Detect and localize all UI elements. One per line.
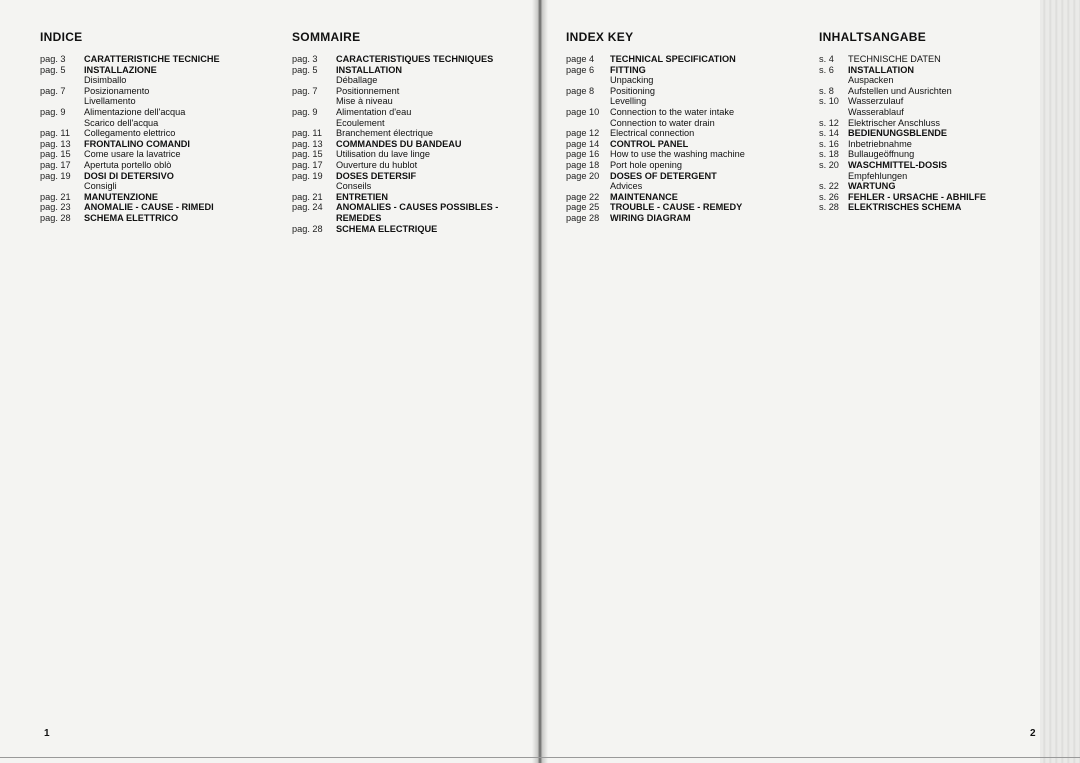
toc-page-ref: pag. 5 (40, 64, 66, 75)
toc-page-ref (819, 75, 848, 86)
toc-entry-title: Consigli (84, 181, 117, 192)
toc-entry (292, 139, 498, 150)
toc-entry (819, 86, 986, 97)
page-edge-stack (1040, 0, 1080, 763)
toc-entry-title: Alimentation d'eau (336, 106, 412, 117)
toc-entry-title: INSTALLAZIONE (84, 64, 157, 75)
toc-entry-title: DOSI DI DETERSIVO (84, 170, 174, 181)
toc-entry-title: WASCHMITTEL-DOSIS (848, 159, 948, 170)
toc-entry (40, 118, 220, 129)
toc-page-ref: page 12 (566, 128, 600, 139)
toc-page-ref (292, 213, 336, 224)
toc-page-ref: pag. 28 (292, 223, 323, 234)
toc-entry-title: Positioning (610, 85, 655, 96)
toc-page-ref: s. 18 (819, 149, 839, 160)
toc-page-ref: pag. 5 (292, 64, 318, 75)
toc-page-ref: page 14 (566, 138, 600, 149)
toc-page-ref: pag. 24 (292, 202, 323, 213)
toc-entry (819, 96, 986, 107)
toc-entry (40, 171, 220, 182)
toc-entry-title: Levelling (610, 96, 647, 107)
toc-entry (40, 192, 220, 203)
toc-entry (40, 54, 220, 65)
toc-page-ref (566, 181, 610, 192)
toc-entry-title: Ecoulement (336, 117, 385, 128)
book-gutter (532, 0, 548, 763)
toc-entry-title: ANOMALIES - CAUSES POSSIBLES - (336, 202, 499, 213)
toc-page-ref: pag. 15 (292, 149, 323, 160)
toc-page-ref: pag. 3 (292, 54, 318, 64)
column-heading: INDEX KEY (566, 30, 634, 44)
toc-entry-title: MAINTENANCE (610, 191, 678, 202)
toc-page-ref: s. 22 (819, 181, 839, 192)
toc-entry-title: COMMANDES DU BANDEAU (336, 138, 462, 149)
toc-entry (292, 202, 498, 213)
toc-page-ref: s. 4 (819, 54, 834, 64)
toc-entry (566, 128, 745, 139)
toc-page-ref: page 20 (566, 170, 600, 181)
toc-entry (292, 75, 498, 86)
toc-entry (292, 160, 498, 171)
toc-page-ref: pag. 21 (40, 191, 71, 202)
toc-page-ref (40, 118, 84, 129)
toc-page-ref: pag. 19 (40, 170, 71, 181)
toc-page-ref: s. 6 (819, 64, 834, 75)
toc-page-ref: page 16 (566, 149, 600, 160)
toc-entry-title: Mise à niveau (336, 96, 393, 107)
toc-entry-title: TECHNICAL SPECIFICATION (610, 54, 736, 64)
toc-entry (566, 139, 745, 150)
toc-entry-title: DOSES OF DETERGENT (610, 170, 717, 181)
index-column-english (566, 30, 745, 224)
toc-entry-title: Alimentazione dell'acqua (84, 106, 186, 117)
toc-entry (292, 86, 498, 97)
toc-page-ref: pag. 28 (40, 212, 71, 223)
toc-page-ref: pag. 19 (292, 170, 323, 181)
toc-entry (566, 75, 745, 86)
toc-entry (566, 54, 745, 65)
toc-entry-title: INSTALLATION (336, 64, 403, 75)
toc-entry (40, 107, 220, 118)
toc-entry (292, 224, 498, 235)
index-column-german (819, 30, 986, 213)
toc-page-ref: s. 16 (819, 138, 839, 149)
toc-entry-title: CARATTERISTICHE TECNICHE (84, 54, 220, 64)
toc-entry-title: Unpacking (610, 75, 654, 86)
toc-entry (819, 107, 986, 118)
toc-entry-title: Wasserzulauf (848, 96, 904, 107)
toc-page-ref: page 28 (566, 212, 600, 223)
toc-page-ref (40, 75, 84, 86)
toc-entry-title: TECHNISCHE DATEN (848, 54, 941, 64)
toc-entry (292, 107, 498, 118)
toc-entry (40, 160, 220, 171)
toc-page-ref: pag. 13 (292, 138, 323, 149)
toc-page-ref: page 10 (566, 106, 600, 117)
toc-entry-title: Disimballo (84, 75, 127, 86)
toc-entry (819, 54, 986, 65)
toc-page-ref (292, 96, 336, 107)
toc-entry (566, 96, 745, 107)
toc-entry (40, 75, 220, 86)
toc-entry-title: Advices (610, 181, 643, 192)
toc-entry (819, 192, 986, 203)
toc-entry-title: SCHEMA ELETTRICO (84, 212, 179, 223)
toc-entry-title: Electrical connection (610, 128, 695, 139)
toc-entry (819, 149, 986, 160)
toc-entry-title: Livellamento (84, 96, 136, 107)
toc-page-ref: pag. 17 (292, 159, 323, 170)
toc-entry-title: WIRING DIAGRAM (610, 212, 691, 223)
toc-entry-title: Collegamento elettrico (84, 128, 176, 139)
toc-entry (566, 107, 745, 118)
toc-page-ref (40, 96, 84, 107)
toc-entry-title: Ouverture du hublot (336, 159, 418, 170)
toc-entry (819, 118, 986, 129)
toc-entry (40, 139, 220, 150)
toc-page-ref (566, 75, 610, 86)
toc-entry (819, 160, 986, 171)
toc-entry (40, 86, 220, 97)
toc-entry-title: FEHLER - URSACHE - ABHILFE (848, 191, 986, 202)
toc-entry-title: CARACTERISTIQUES TECHNIQUES (336, 54, 494, 64)
toc-entry-title: Port hole opening (610, 159, 683, 170)
toc-entry-title: Empfehlungen (848, 170, 908, 181)
toc-entry-title: ANOMALIE - CAUSE - RIMEDI (84, 202, 214, 213)
toc-page-ref: page 25 (566, 202, 600, 213)
toc-page-ref: pag. 7 (40, 85, 66, 96)
toc-page-ref: s. 28 (819, 202, 839, 213)
toc-entry (819, 128, 986, 139)
toc-entry-title: FITTING (610, 64, 646, 75)
toc-list (566, 54, 745, 224)
toc-entry (566, 181, 745, 192)
column-heading: SOMMAIRE (292, 30, 361, 44)
toc-entry-title: Positionnement (336, 85, 400, 96)
toc-entry-title: Apertuta portello oblò (84, 159, 172, 170)
toc-entry (819, 181, 986, 192)
toc-entry (566, 160, 745, 171)
toc-entry (566, 86, 745, 97)
toc-page-ref: pag. 3 (40, 54, 66, 64)
toc-entry-title: TROUBLE - CAUSE - REMEDY (610, 202, 743, 213)
toc-entry-title: Scarico dell'acqua (84, 117, 159, 128)
toc-page-ref (566, 96, 610, 107)
toc-page-ref: s. 14 (819, 128, 839, 139)
toc-page-ref: pag. 21 (292, 191, 323, 202)
toc-entry (292, 96, 498, 107)
bottom-edge (0, 757, 1080, 758)
toc-entry (819, 139, 986, 150)
toc-entry-title: Wasserablauf (848, 106, 904, 117)
toc-list (819, 54, 986, 213)
toc-entry-title: ELEKTRISCHES SCHEMA (848, 202, 962, 213)
toc-page-ref: pag. 13 (40, 138, 71, 149)
toc-page-ref: pag. 9 (292, 106, 318, 117)
toc-page-ref: pag. 7 (292, 85, 318, 96)
toc-entry-title: MANUTENZIONE (84, 191, 159, 202)
toc-entry (292, 149, 498, 160)
toc-entry-title: Branchement électrique (336, 128, 434, 139)
toc-page-ref: page 22 (566, 191, 600, 202)
toc-entry-title: ENTRETIEN (336, 191, 389, 202)
toc-page-ref: pag. 9 (40, 106, 66, 117)
toc-entry-title: INSTALLATION (848, 64, 915, 75)
toc-entry (566, 213, 745, 224)
toc-page-ref: s. 20 (819, 159, 839, 170)
toc-entry (40, 202, 220, 213)
toc-entry-title: Bullaugeöffnung (848, 149, 915, 160)
toc-entry-title: DOSES DETERSIF (336, 170, 417, 181)
index-column-italian (40, 30, 220, 224)
toc-entry-title: Déballage (336, 75, 378, 86)
toc-page-ref (292, 181, 336, 192)
toc-entry-title: Conseils (336, 181, 372, 192)
toc-page-ref (819, 107, 848, 118)
toc-entry (566, 202, 745, 213)
toc-entry (292, 181, 498, 192)
toc-entry-title: Inbetriebnahme (848, 138, 912, 149)
toc-entry (40, 96, 220, 107)
toc-page-ref (566, 118, 610, 129)
toc-list (40, 54, 220, 224)
toc-entry-title: FRONTALINO COMANDI (84, 138, 190, 149)
toc-page-ref: s. 26 (819, 191, 839, 202)
toc-page-ref: s. 8 (819, 85, 834, 96)
toc-entry (566, 65, 745, 76)
toc-list (292, 54, 498, 234)
toc-entry-title: Aufstellen und Ausrichten (848, 85, 952, 96)
toc-entry (40, 149, 220, 160)
toc-page-ref: page 6 (566, 64, 595, 75)
toc-entry (292, 65, 498, 76)
toc-entry-title: BEDIENUNGSBLENDE (848, 128, 948, 139)
toc-entry-title: Auspacken (848, 75, 894, 86)
toc-page-ref: s. 10 (819, 96, 839, 107)
toc-page-ref: page 8 (566, 85, 595, 96)
page-number-right: 2 (1030, 728, 1036, 739)
toc-page-ref: pag. 23 (40, 202, 71, 213)
toc-page-ref: page 4 (566, 54, 595, 64)
toc-entry-title: How to use the washing machine (610, 149, 745, 160)
toc-entry-title: CONTROL PANEL (610, 138, 689, 149)
toc-entry-title: Posizionamento (84, 85, 150, 96)
toc-entry-title: SCHEMA ELECTRIQUE (336, 223, 438, 234)
toc-entry (292, 54, 498, 65)
toc-page-ref: s. 12 (819, 117, 839, 128)
column-heading: INDICE (40, 30, 83, 44)
toc-entry (292, 128, 498, 139)
toc-page-ref (40, 181, 84, 192)
toc-entry (292, 213, 498, 224)
toc-entry (292, 118, 498, 129)
toc-entry (819, 75, 986, 86)
toc-page-ref (292, 118, 336, 129)
toc-entry-title: Utilisation du lave linge (336, 149, 430, 160)
column-heading: INHALTSANGABE (819, 30, 927, 44)
toc-page-ref: pag. 15 (40, 149, 71, 160)
toc-entry (40, 65, 220, 76)
toc-entry (819, 65, 986, 76)
toc-page-ref: page 18 (566, 159, 600, 170)
toc-entry (566, 118, 745, 129)
toc-page-ref: pag. 11 (292, 128, 322, 139)
toc-entry (292, 171, 498, 182)
toc-entry (566, 149, 745, 160)
toc-entry (819, 171, 986, 182)
toc-entry-title: WARTUNG (848, 181, 896, 192)
toc-entry (40, 213, 220, 224)
toc-page-ref (819, 171, 848, 182)
index-column-french (292, 30, 498, 234)
toc-entry (566, 192, 745, 203)
toc-entry (40, 128, 220, 139)
toc-entry-title: Connection to water drain (610, 117, 715, 128)
page-number-left: 1 (44, 728, 50, 739)
toc-entry-title: Connection to the water intake (610, 106, 735, 117)
toc-page-ref: pag. 17 (40, 159, 71, 170)
toc-entry-title: Come usare la lavatrice (84, 149, 181, 160)
toc-entry (292, 192, 498, 203)
toc-entry-title: Elektrischer Anschluss (848, 117, 940, 128)
toc-entry (40, 181, 220, 192)
toc-page-ref (292, 75, 336, 86)
toc-entry-title: REMEDES (336, 212, 382, 223)
toc-entry (819, 202, 986, 213)
toc-page-ref: pag. 11 (40, 128, 70, 139)
toc-entry (566, 171, 745, 182)
